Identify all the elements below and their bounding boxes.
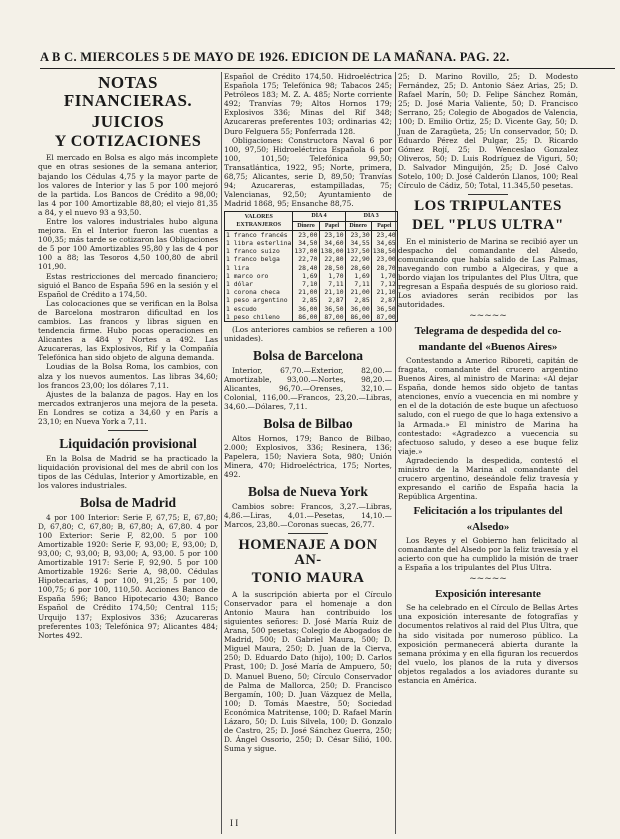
finance-paragraph-3: Estas restricciones del mercado financiero; siguió el Banco de España 596 en la sesión y el Español de Crédito a 174,50. — [38, 271, 218, 299]
table-header-day3: DÍA 3 — [345, 212, 397, 221]
column-separator-2 — [395, 72, 396, 834]
finance-paragraph-2: Entre los valores industriales hubo alguna mejora. En el Interior fueron las cuentas a 100,35; más tarde se cotizaron las Obligaciones de 5 por 100 Amortizables 95,80 y las de 4 por 100 a 88; las Tesoros 4,50 100,80 de abril 101,90. — [38, 216, 218, 272]
headline-cotizaciones: Y COTIZACIONES — [54, 132, 202, 150]
column-separator-1 — [221, 72, 222, 834]
headline-bolsa-nueva-york: Bolsa de Nueva York — [248, 484, 368, 500]
telegrama-paragraph-2: Agradeciendo la despedida, contestó el ministro de la Marina al comandante del crucero argentino, deseándole feliz travesía y expresando el cariño de España hacia la República Argentina. — [398, 455, 578, 502]
obligaciones-paragraph: Obligaciones: Constructora Naval 6 por 100, 97,50; Hidroeléctrica Española 6 por 100, 101,50; Telefónica 99,50; Transatlántica, 1922, 95; Norte, primera, 68,75; Alicantes, serie D, 89,50; Tranvías 94; Azucareras, estampilladas, 75; Valencianas, 92,50; Ayuntamiento de Madrid 1868, 95; Ensanche 88,75. — [224, 135, 392, 209]
rate-cell: 21,00 — [293, 288, 319, 296]
rate-cell: 34,60 — [319, 239, 345, 247]
col3-continuation: 25; D. Marino Rovillo, 25; D. Modesto Fernández, 25; D. Antonio Sáez Arias, 25; D. Rafael Marín, 50; D. Felipe Sánchez Román, 25; D. José Maria Valiente, 50; D. Francisco Serrano, 25; Colegio de Abogados de Valencia, 100; D. Emilio Ortiz, 25; D. Vicente Gay, 50; D. Juan de Zaragüeta, 25; Un conservador, 50; D. Eduardo Pérez del Pulgar, 25; D. Ricardo Gómez Rojí, 25; D. Wenceslao Gonzalez Oliveros, 50; D. Luis Rodríguez de Viguri, 50; D. Salvador Minguijón, 25; D. José Calvo Sotelo, 100; D. José Calderón Llanos, 100; Real Círculo de Cádiz, 50; Total, 11.345,50 pesetas. — [398, 72, 578, 191]
bolsa-nueva-york-paragraph: Cambios sobre: Francos, 3,27.—Libras, 4,86.—Liras, 4,01.—Pesetas, 14,10.—Marcos, 23,80.—Coronas suecas, 26,77. — [224, 501, 392, 529]
table-header-day4: DÍA 4 — [293, 212, 345, 221]
currency-name-cell: 1 franco belga — [225, 255, 293, 263]
table-row — [225, 280, 398, 288]
rate-cell: 34,65 — [371, 239, 397, 247]
headline-liquidacion: Liquidación provisional — [59, 436, 197, 452]
rate-cell: 36,50 — [319, 305, 345, 313]
rate-cell: 7,11 — [319, 280, 345, 288]
exposicion-paragraph: Se ha celebrado en el Círculo de Bellas Artes una exposición interesante de fotografías y documentos relativos al raid del Plus Ultra, que ha sido visitada por numeroso público. La exposición permanecerá abierta durante la semana próxima y en ella figuran los recuerdos del vuelo, los planos de la ruta y diversos objetos regalados a los aviadores durante su estancia en América. — [398, 603, 578, 686]
headline-telegrama-2: mandante del «Buenos Aires» — [418, 340, 558, 353]
rate-cell: 2,85 — [293, 296, 319, 304]
liquidacion-paragraph: En la Bolsa de Madrid se ha practicado la liquidación provisional del mes de abril con los tipos de las Cédulas, Interior y Amortizable, en los valores industriales. — [38, 453, 218, 490]
rate-cell: 138,50 — [372, 247, 396, 256]
rate-cell: 1,69 — [345, 272, 371, 280]
table-row — [225, 272, 398, 280]
rate-cell: 28,70 — [371, 264, 397, 272]
currency-name-cell: 1 libra esterlina — [226, 239, 292, 248]
headline-felicitacion-1: Felicitación a los tripulantes del — [413, 505, 563, 518]
currency-name-cell: 1 corona checa — [225, 288, 293, 296]
rate-cell: 23,00 — [293, 230, 319, 239]
currency-name-cell: 1 peso argentino — [225, 296, 293, 304]
rate-cell: 1,69 — [293, 272, 319, 280]
rate-cell: 36,00 — [293, 305, 319, 313]
table-subheader: Papel — [319, 221, 345, 230]
headline-bolsa-bilbao: Bolsa de Bilbao — [263, 416, 353, 432]
rate-cell: 7,11 — [345, 280, 371, 288]
headline-homenaje-1: HOMENAJE A DON AN- — [238, 537, 378, 569]
felicitacion-paragraph: Los Reyes y el Gobierno han felicitado al comandante del Alsedo por la feliz travesía y el acierto con que ha cumplido la misión de traer a España a los tripulantes del Plus Ultra. — [398, 535, 578, 572]
rate-cell: 2,87 — [319, 296, 345, 304]
table-subheader: Dinero — [293, 221, 319, 230]
headline-tripulantes-2: DEL "PLUS ULTRA" — [412, 216, 564, 233]
currency-name-cell: 1 peso chileno — [225, 313, 293, 322]
rate-cell: 34,55 — [345, 239, 371, 247]
rate-cell: 28,50 — [319, 264, 345, 272]
rate-cell: 22,80 — [319, 255, 345, 263]
column-1 — [38, 72, 218, 834]
rate-cell: 28,60 — [345, 264, 371, 272]
bottom-marks: I I — [230, 818, 239, 828]
currency-name-cell: 1 franco francés — [225, 230, 293, 239]
table-row — [225, 247, 398, 255]
rate-cell: 36,50 — [371, 305, 397, 313]
column-3 — [398, 72, 578, 834]
rate-cell: 7,10 — [293, 280, 319, 288]
column-2 — [224, 72, 396, 834]
telegrama-paragraph: Contestando a Americo Riboreti, capitán de fragata, comandante del crucero argentino Buenos Aires, al ministro de Marina: «Al dejar España, donde hemos sido objeto de tantas atenciones, envío a vuecencia en mi nombre y en el de la dotación de este buque un afectuoso saludo, con el ruego de que lo haga extensivo a la Armada.» El ministro de Marina ha contestado: «Agradezco a vuecencia su afectuoso saludo, y deseo a ese buque feliz viaje.» — [398, 355, 578, 456]
rate-cell: 28,40 — [293, 264, 319, 272]
exchange-rate-table — [224, 211, 398, 322]
table-header-valores: VALORES EXTRANJEROS — [225, 212, 293, 230]
table-subheader: Dinero — [345, 221, 371, 230]
tripulantes-paragraph: En el ministerio de Marina se recibió ayer un despacho del comandante del Alsedo, comunicando que había salido de Las Palmas, navegando con rumbo a Algeciras, y que a bordo viajan los tripulantes del Plus Ultra, que regresan a España después de su glorioso raid. Los aviadores serán recibidos por las autoridades. — [398, 236, 578, 310]
rate-cell: 86,00 — [293, 313, 319, 322]
currency-name-cell: 1 lira — [225, 264, 293, 272]
currency-name-cell: 1 franco suizo — [225, 247, 293, 255]
headline-homenaje-2: TONIO MAURA — [251, 570, 365, 587]
bolsa-bilbao-paragraph: Altos Hornos, 179; Banco de Bilbao, 2.000; Explosivos, 336; Resinera, 136; Papelera, 150; Naviera Sota, 980; Unión Minera, 470; Hidroeléctrica, 175; Nortes, 492. — [224, 433, 392, 480]
section-divider — [468, 194, 508, 195]
finance-paragraph-1: El mercado en Bolsa es algo más incomplete que en otras sesiones de la semana anterior, bajando los Cédulas 4,75 y la mayor parte de los valores de Interior y las 5 por 100 mejoró de la partida. Los Bancos de Crédito a 98,00; las 4 por 100 Amortizable 88,80; el viejo 81,35 a 84, y el nuevo 93 a 93,50. — [38, 153, 218, 217]
table-footnote: (Los anteriores cambios se refieren a 100 unidades). — [224, 325, 392, 344]
rate-cell: 86,00 — [345, 313, 371, 322]
finance-paragraph-4: Las colocaciones que se verifican en la Bolsa de Barcelona mostraron dificultad en los cambios. Las francos y libras siguen en tendencia firme. Hubo pocas operaciones en Alicantes a 484 y Nortes a 492. Las Azucareras, las Explosivos, Rif y la Compañía Telefónica han sido objeto de alguna demanda. — [38, 298, 218, 363]
currency-name-cell: 1 dólar — [225, 280, 293, 288]
headline-tripulantes-1: LOS TRIPULANTES — [414, 198, 562, 215]
table-subheader: Papel — [371, 221, 397, 230]
rate-cell: 34,50 — [293, 239, 319, 247]
table-row — [225, 305, 398, 313]
rate-cell: 2,87 — [371, 296, 397, 304]
table-row — [225, 288, 398, 296]
rate-cell: 21,00 — [345, 288, 371, 296]
rate-cell: 87,00 — [319, 313, 345, 322]
rate-cell: 23,10 — [319, 230, 345, 239]
rate-cell: 7,12 — [371, 280, 397, 288]
rate-cell: 2,85 — [345, 296, 371, 304]
rate-cell: 21,10 — [371, 288, 397, 296]
section-divider — [108, 430, 148, 431]
finance-paragraph-6: Ajustes de la balanza de pagos. Hay en los mercados extranjeros una mejora de la peseta. En Londres se cotiza a 34,60 y en París a 23,10; en Nueva York a 7,11. — [38, 389, 218, 427]
rate-cell: 137,00 — [294, 247, 318, 256]
headline-notas-financieras: NOTAS FINANCIERAS. — [63, 73, 193, 110]
currency-name-cell: 1 escudo — [225, 305, 293, 313]
col2-continuation: Español de Crédito 174,50. Hidroeléctrica Española 175; Telefónica 98; Tabacos 245; Petróleos 183; M. Z. A. 485; Norte corriente 492; Tranvías 79; Altos Hornos 179; Explosivos 336; Minas del Rif 348; Azucareras preferentes 103; ordinarias 42; Duro Felguera 55; Ponferrada 128. — [224, 72, 392, 136]
headline-bolsa-madrid: Bolsa de Madrid — [79, 495, 176, 511]
homenaje-paragraph: A la suscripción abierta por el Círculo Conservador para el homenaje a don Antonio Maura han contribuido los siguientes señores: D. José María Ruiz de Arana, 500 pesetas; Colegio de Abogados de Madrid, 500; D. Gabriel Maura, 500; D. Miguel Maura, 250; D. Juan de la Cierva, 250; D. Eduardo Dato (hijo), 100; D. Carlos Prast, 100; D. José María de Ampuero, 50; D. Manuel Bueno, 50; Círculo Conservador de Palma de Mallorca, 250; D. Francisco Bergamín, 100; D. Juan Vázquez de Mella, 100; D. Tomás Maestre, 50; Sociedad Económica Matritense, 100; D. Rafael Marín Lázaro, 50; D. Luis Silvela, 100; D. Gonzalo de Castro, 25; D. José Sánchez Guerra, 250; D. Ángel Ossorio, 250; D. César Silió, 100. Suma y sigue. — [224, 589, 392, 754]
rate-cell: 1,70 — [319, 272, 345, 280]
ornament-divider: ~~~~~ — [469, 574, 507, 585]
rate-cell: 1,70 — [371, 272, 397, 280]
rate-cell: 23,00 — [371, 255, 397, 263]
rate-cell: 137,50 — [346, 247, 370, 256]
ornament-divider: ~~~~~ — [469, 311, 507, 322]
rate-cell: 87,00 — [371, 313, 397, 322]
rate-cell: 22,70 — [293, 255, 319, 263]
rate-cell: 36,00 — [345, 305, 371, 313]
bolsa-madrid-paragraph: 4 por 100 Interior: Serie F, 67,75; E, 67,80; D, 67,80; C, 67,80; B, 67,80; A, 67,80. 4 por 100 Exterior: Serie F, 82,00. 5 por 100 Amortizable 1920: Serie F, 93,00; E, 93,00; D, 93,00; C, 93,00; B, 93,00; A, 93,00. 5 por 100 Amortizable 1917: Serie F, 92,90. 5 por 100 Amortizable 1926: Serie A, 98,00. Cédulas Hipotecarias, 4 por 100, 91,25; 5 por 100, 100,75; 6 por 100, 110,50. Acciones Banco de España 596; Banco Hipotecario 430; Banco Español de Crédito 174,50; Central 115; Urquijo 137; Explosivos 336; Azucareras preferentes 103; Telefónica 97; Alicantes 484; Nortes 492. — [38, 512, 218, 640]
table-row — [225, 230, 398, 239]
bolsa-barcelona-paragraph: Interior, 67,70.—Exterior, 82,00.—Amortizable, 93,00.—Nortes, 98,20.—Alicantes, 96,70.—Orenses, 32,10.—Colonial, 116,00.—Francos, 23,20.—Libras, 34,60.—Dólares, 7,11. — [224, 365, 392, 412]
table-row — [225, 255, 398, 263]
masthead-rule — [40, 68, 615, 69]
table-row — [225, 296, 398, 304]
rate-cell: 21,10 — [319, 288, 345, 296]
table-row — [225, 239, 398, 247]
page-masthead: A B C. MIERCOLES 5 DE MAYO DE 1926. EDICION DE LA MAÑANA. PAG. 22. — [40, 50, 510, 64]
currency-name-cell: 1 marco oro — [225, 272, 293, 280]
table-row — [225, 264, 398, 272]
table-row — [225, 313, 398, 322]
section-divider — [288, 533, 328, 534]
headline-exposicion: Exposición interesante — [435, 588, 541, 601]
headline-juicios: JUICIOS — [91, 111, 165, 131]
headline-bolsa-barcelona: Bolsa de Barcelona — [252, 348, 363, 364]
headline-telegrama-1: Telegrama de despedida del co- — [414, 325, 562, 338]
rate-cell: 23,40 — [371, 230, 397, 239]
rate-cell: 138,00 — [320, 247, 344, 256]
headline-felicitacion-2: «Alsedo» — [466, 520, 510, 533]
rate-cell: 23,30 — [345, 230, 371, 239]
finance-paragraph-5: Loudias de la Bolsa Roma, los cambios, con alza y los nuevos aumentos. Las libras 34,60; los francos 23,00; los dólares 7,11. — [38, 362, 218, 390]
rate-cell: 22,90 — [345, 255, 371, 263]
